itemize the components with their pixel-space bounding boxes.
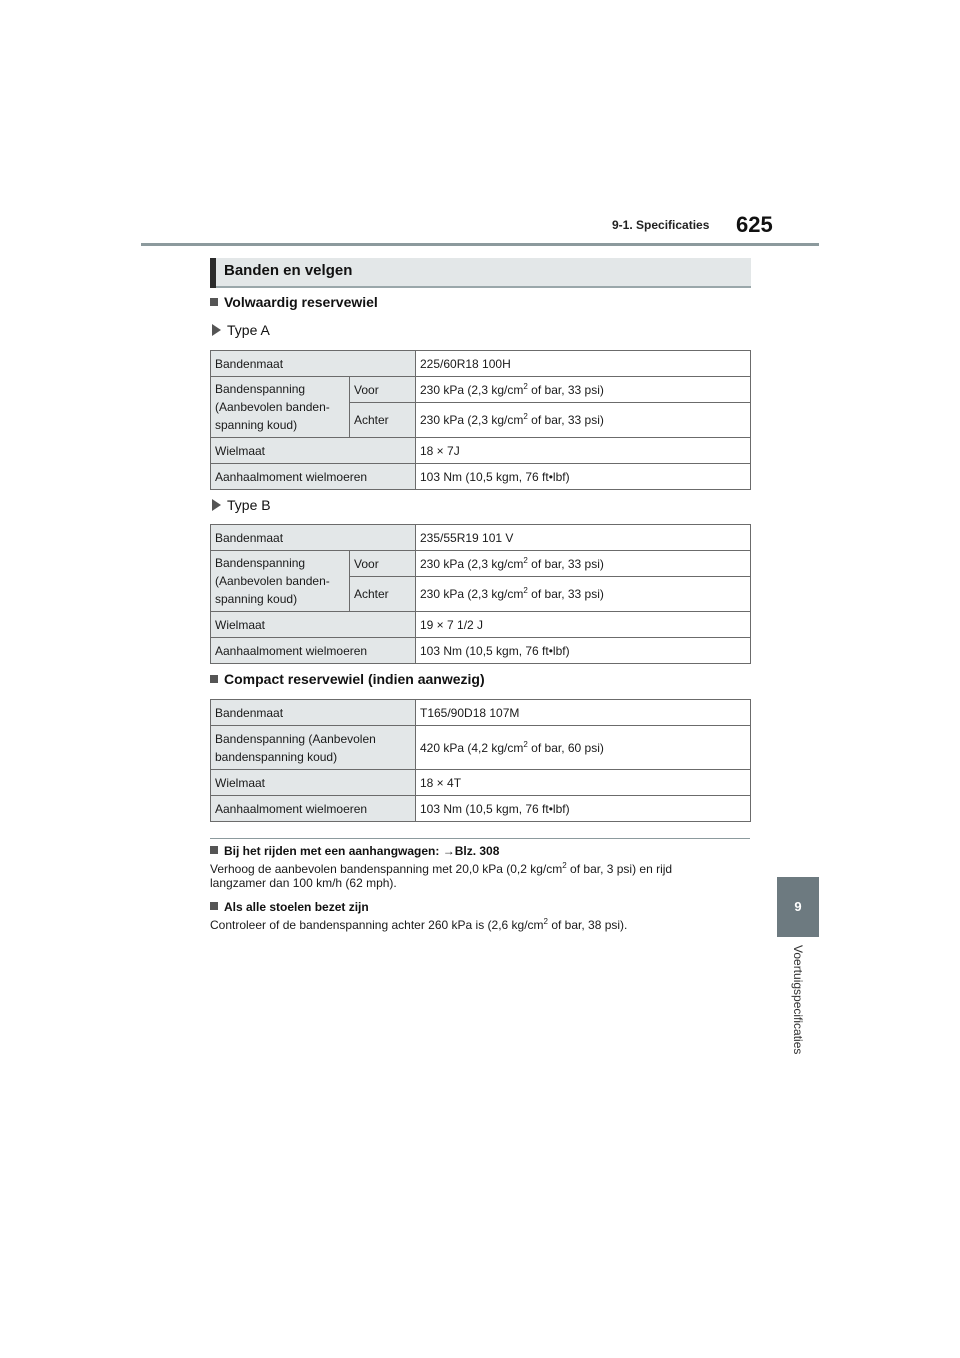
cell-key: Bandenmaat	[211, 700, 416, 726]
note-title-all-seats: Als alle stoelen bezet zijn	[210, 900, 369, 914]
table-type-a	[210, 350, 751, 490]
table-row	[211, 551, 751, 577]
subheading-type-b: Type B	[212, 497, 271, 513]
cell-value: 18 × 7J	[416, 438, 751, 464]
cell-key-pressure: Bandenspanning (Aanbevolen banden- spanning koud)	[211, 551, 350, 612]
table-row	[211, 612, 751, 638]
triangle-bullet-icon	[212, 499, 221, 511]
cell-sub-rear: Achter	[350, 577, 416, 612]
cell-value: T165/90D18 107M	[416, 700, 751, 726]
cell-key-pressure: Bandenspanning (Aanbevolen bandenspanning koud)	[211, 726, 416, 770]
cell-key-pressure: Bandenspanning (Aanbevolen banden- spanning koud)	[211, 377, 350, 438]
cell-value: 420 kPa (4,2 $kg/cm^2$ of bar, 60 psi)	[416, 726, 751, 770]
table-row	[211, 770, 751, 796]
table-compact-spare	[210, 699, 751, 822]
cell-key: Aanhaalmoment wielmoeren	[211, 796, 416, 822]
triangle-bullet-icon	[212, 324, 221, 336]
subheading-type-a: Type A	[212, 322, 270, 338]
section-title-bar	[210, 258, 216, 288]
cell-value: 230 kPa (2,3 $kg/cm^2$ of bar, 33 psi)	[416, 377, 751, 403]
page-number: 625	[736, 212, 773, 237]
header-rule	[141, 243, 819, 246]
table-row	[211, 351, 751, 377]
table-row	[211, 377, 751, 403]
cell-key: Aanhaalmoment wielmoeren	[211, 464, 416, 490]
cell-sub-rear: Achter	[350, 403, 416, 438]
cell-value: 235/55R19 101 V	[416, 525, 751, 551]
cell-key: Wielmaat	[211, 612, 416, 638]
section-title-box	[210, 258, 751, 288]
table-row	[211, 700, 751, 726]
heading-compact-spare: Compact reservewiel (indien aanwezig)	[210, 671, 485, 687]
note-title-trailer: Bij het rijden met een aanhangwagen: →Blz. 308	[210, 844, 499, 858]
cell-key: Bandenmaat	[211, 351, 416, 377]
cell-value: 19 × 7 1/2 J	[416, 612, 751, 638]
cell-key: Wielmaat	[211, 438, 416, 464]
cell-key: Bandenmaat	[211, 525, 416, 551]
square-bullet-icon	[210, 902, 218, 910]
heading-full-spare: Volwaardig reservewiel	[210, 294, 378, 310]
note-text-trailer: Verhoog de aanbevolen bandenspanning met 20,0 kPa (0,2 $kg/cm^2$ of bar, 3 psi) en rijd langzamer dan 100 km/h (62 mph).	[210, 861, 673, 890]
table-row	[211, 438, 751, 464]
chapter-tab: 9	[777, 877, 819, 937]
note-text-all-seats: Controleer of de bandenspanning achter 260 kPa is (2,6 $kg/cm^2$ of bar, 38 psi).	[210, 917, 628, 932]
section-label: 9-1. Specificaties	[612, 218, 710, 232]
chapter-label: Voertuigspecificaties	[791, 945, 805, 1055]
cell-sub-front: Voor	[350, 551, 416, 577]
table-type-b	[210, 524, 751, 664]
cell-value: 230 kPa (2,3 $kg/cm^2$ of bar, 33 psi)	[416, 551, 751, 577]
table-row	[211, 464, 751, 490]
cell-value: 18 × 4T	[416, 770, 751, 796]
section-title: Banden en velgen	[224, 262, 353, 279]
cell-key: Wielmaat	[211, 770, 416, 796]
cell-value: 103 Nm (10,5 kgm, 76 ft•lbf)	[416, 796, 751, 822]
cell-value: 230 kPa (2,3 $kg/cm^2$ of bar, 33 psi)	[416, 403, 751, 438]
cell-value: 225/60R18 100H	[416, 351, 751, 377]
cell-key: Aanhaalmoment wielmoeren	[211, 638, 416, 664]
square-bullet-icon	[210, 675, 218, 683]
table-row	[211, 638, 751, 664]
cell-value: 103 Nm (10,5 kgm, 76 ft•lbf)	[416, 638, 751, 664]
cell-value: 230 kPa (2,3 $kg/cm^2$ of bar, 33 psi)	[416, 577, 751, 612]
notes-rule	[210, 838, 750, 839]
cell-value: 103 Nm (10,5 kgm, 76 ft•lbf)	[416, 464, 751, 490]
square-bullet-icon	[210, 846, 218, 854]
table-row	[211, 796, 751, 822]
square-bullet-icon	[210, 298, 218, 306]
table-row	[211, 726, 751, 770]
cell-sub-front: Voor	[350, 377, 416, 403]
table-row	[211, 525, 751, 551]
